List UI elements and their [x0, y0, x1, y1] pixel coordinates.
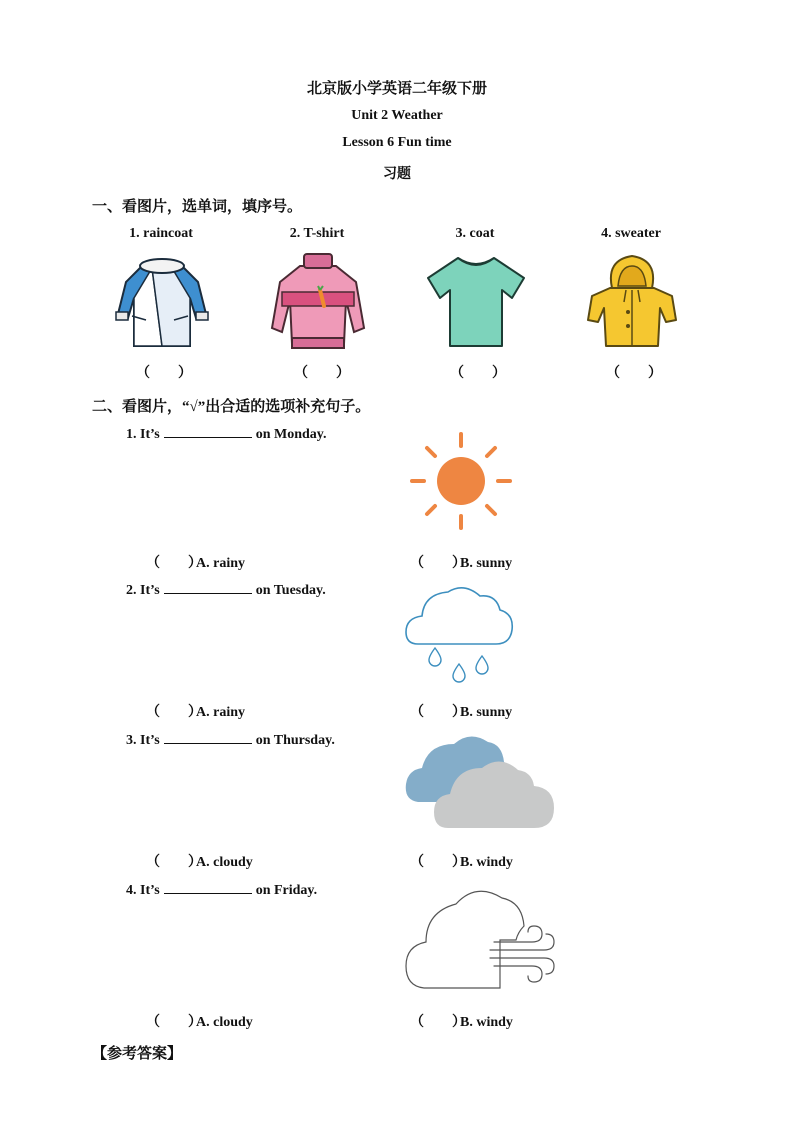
- section-2-heading: 二、看图片，“√”出合适的选项补充句子。: [92, 399, 371, 415]
- question-2-paren-b[interactable]: （ ）: [410, 705, 466, 720]
- question-1-option-b-label: B. sunny: [460, 556, 513, 571]
- answer-paren-4[interactable]: （ ）: [606, 366, 662, 381]
- question-3-suffix: on Thursday.: [255, 733, 335, 748]
- question-4-paren-a[interactable]: （ ）: [146, 1015, 202, 1030]
- exercise-title: 习题: [383, 167, 411, 182]
- question-4-blank[interactable]: [164, 881, 252, 894]
- question-3-paren-b[interactable]: （ ）: [410, 855, 466, 870]
- raincoat-icon: [584, 252, 680, 352]
- answer-paren-2[interactable]: （ ）: [294, 366, 350, 381]
- question-2-option-b-label: B. sunny: [460, 705, 513, 720]
- question-4-prefix: 4. It’s: [126, 883, 160, 898]
- question-3-option-b[interactable]: [410, 851, 513, 871]
- rain-cloud-icon: [404, 582, 514, 686]
- question-1-paren-b[interactable]: （ ）: [410, 556, 466, 571]
- question-3-prefix: 3. It’s: [126, 733, 160, 748]
- question-2-blank[interactable]: [164, 581, 252, 594]
- question-3-option-a[interactable]: [146, 851, 253, 871]
- question-3-option-a-label: A. cloudy: [196, 855, 253, 870]
- question-4-suffix: on Friday.: [255, 883, 318, 898]
- question-1: [126, 425, 327, 443]
- question-2-paren-a[interactable]: （ ）: [146, 705, 202, 720]
- unit-title: Unit 2 Weather: [351, 108, 443, 123]
- coat-icon: [112, 254, 212, 352]
- question-1-blank[interactable]: [164, 425, 252, 438]
- question-1-option-b[interactable]: [410, 552, 512, 572]
- question-3-blank[interactable]: [164, 731, 252, 744]
- question-4-option-b-label: B. windy: [460, 1015, 513, 1030]
- question-4: [126, 881, 317, 899]
- word-label-2: 2. T-shirt: [289, 226, 345, 241]
- question-2-suffix: on Tuesday.: [255, 583, 326, 598]
- question-1-paren-a[interactable]: （ ）: [146, 556, 202, 571]
- answer-paren-1[interactable]: （ ）: [136, 366, 192, 381]
- question-3-option-b-label: B. windy: [460, 855, 513, 870]
- wind-cloud-icon: [404, 882, 558, 992]
- question-4-option-a-label: A. cloudy: [196, 1015, 253, 1030]
- document-title: 北京版小学英语二年级下册: [306, 81, 487, 97]
- t-shirt-icon: [424, 254, 528, 350]
- clouds-icon: [404, 732, 558, 832]
- answer-paren-3[interactable]: （ ）: [450, 366, 506, 381]
- question-4-option-b[interactable]: [410, 1011, 513, 1031]
- word-label-3: 3. coat: [455, 226, 495, 241]
- question-1-option-a[interactable]: [146, 552, 245, 572]
- sun-icon: [410, 432, 512, 530]
- question-2-option-a-label: A. rainy: [196, 705, 245, 720]
- question-4-paren-b[interactable]: （ ）: [410, 1015, 466, 1030]
- question-2-option-b[interactable]: [410, 701, 512, 721]
- question-1-prefix: 1. It’s: [126, 427, 160, 442]
- question-4-option-a[interactable]: [146, 1011, 253, 1031]
- section-1-heading: 一、看图片，选单词，填序号。: [92, 199, 303, 215]
- word-label-4: 4. sweater: [601, 226, 661, 241]
- question-1-suffix: on Monday.: [255, 427, 327, 442]
- sweater-icon: [268, 252, 368, 352]
- word-label-1: 1. raincoat: [129, 226, 193, 241]
- lesson-title: Lesson 6 Fun time: [342, 135, 452, 150]
- answer-key-heading: 【参考答案】: [92, 1046, 183, 1062]
- question-2: [126, 581, 326, 599]
- question-2-option-a[interactable]: [146, 701, 245, 721]
- question-3-paren-a[interactable]: （ ）: [146, 855, 202, 870]
- question-1-option-a-label: A. rainy: [196, 556, 245, 571]
- question-2-prefix: 2. It’s: [126, 583, 160, 598]
- question-3: [126, 731, 335, 749]
